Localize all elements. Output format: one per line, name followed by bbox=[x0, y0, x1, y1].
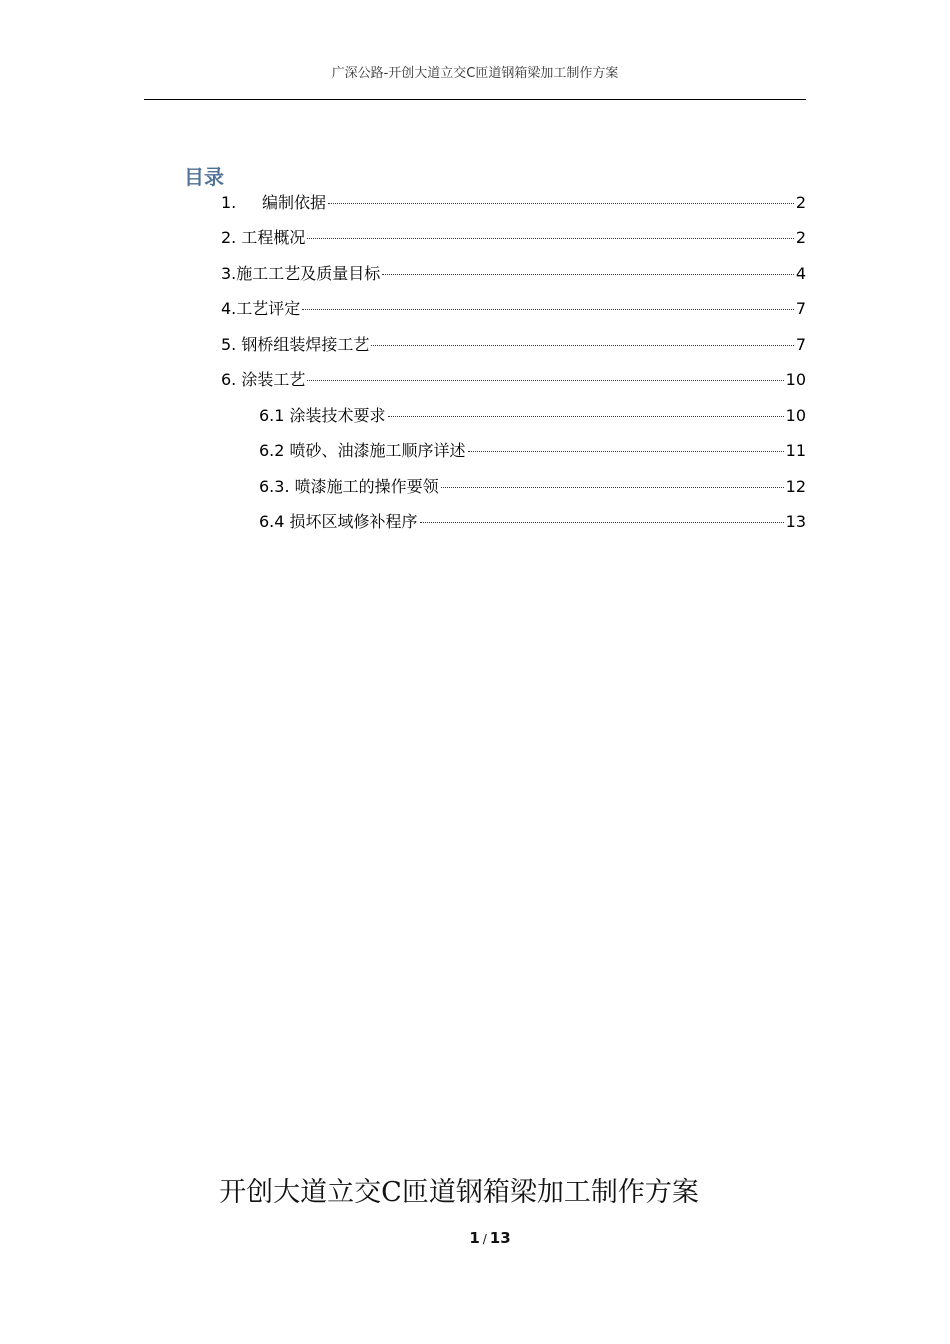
toc-dot-leader bbox=[382, 274, 794, 275]
toc-entry-page: 12 bbox=[785, 477, 806, 496]
page-separator: / bbox=[482, 1232, 487, 1246]
toc-entry-title: 6.1 涂装技术要求 bbox=[259, 406, 386, 425]
toc-dot-leader bbox=[307, 380, 783, 381]
toc-entry-page: 4 bbox=[795, 264, 806, 283]
current-page: 1 bbox=[469, 1229, 480, 1247]
toc-entry-5[interactable] bbox=[221, 332, 806, 358]
toc-heading: 目录 bbox=[184, 165, 224, 189]
toc-entry-title: 6.3. 喷漆施工的操作要领 bbox=[259, 477, 439, 496]
toc-entry-title: 4.工艺评定 bbox=[221, 299, 301, 318]
toc-entry-page: 10 bbox=[785, 406, 806, 425]
toc-entry-6[interactable] bbox=[221, 367, 806, 393]
running-header: 广深公路-开创大道立交C匝道钢箱梁加工制作方案 bbox=[331, 66, 619, 81]
toc-entry-page: 11 bbox=[785, 441, 806, 460]
toc-entry-4[interactable] bbox=[221, 296, 806, 322]
toc-entry-page: 2 bbox=[795, 193, 806, 212]
toc-dot-leader bbox=[371, 345, 793, 346]
toc-dot-leader bbox=[307, 238, 793, 239]
toc-entry-title: 6.4 损坏区域修补程序 bbox=[259, 512, 418, 531]
toc-entry-6-4[interactable] bbox=[259, 509, 806, 535]
toc-entry-title: 6.2 喷砂、油漆施工顺序详述 bbox=[259, 441, 466, 460]
toc-entry-6-3[interactable] bbox=[259, 474, 806, 500]
toc-entry-page: 7 bbox=[795, 335, 806, 354]
toc-entry-page: 13 bbox=[785, 512, 806, 531]
total-pages: 13 bbox=[489, 1229, 511, 1247]
toc-dot-leader bbox=[468, 451, 784, 452]
toc-entry-title: 3.施工工艺及质量目标 bbox=[221, 264, 381, 283]
toc-dot-leader bbox=[388, 416, 784, 417]
toc-entry-1[interactable] bbox=[221, 190, 806, 216]
toc-entry-title: 编制依据 bbox=[262, 193, 327, 212]
toc-entry-page: 10 bbox=[785, 370, 806, 389]
document-title: 开创大道立交C匝道钢箱梁加工制作方案 bbox=[219, 1177, 699, 1208]
toc-entry-6-1[interactable] bbox=[259, 403, 806, 429]
toc-dot-leader bbox=[302, 309, 794, 310]
toc-entry-page: 2 bbox=[795, 228, 806, 247]
toc-entry-title: 5. 钢桥组装焊接工艺 bbox=[221, 335, 370, 354]
toc-entry-title: 2. 工程概况 bbox=[221, 228, 306, 247]
toc-dot-leader bbox=[328, 203, 794, 204]
toc-entry-number: 1. bbox=[221, 193, 237, 212]
toc-entry-2[interactable] bbox=[221, 225, 806, 251]
toc-dot-leader bbox=[441, 487, 784, 488]
toc-entry-3[interactable] bbox=[221, 261, 806, 287]
header-rule bbox=[144, 99, 806, 100]
toc-dot-leader bbox=[420, 522, 784, 523]
page-number bbox=[0, 1229, 950, 1247]
toc-entry-6-2[interactable] bbox=[259, 438, 806, 464]
toc-entry-page: 7 bbox=[795, 299, 806, 318]
toc-entry-title: 6. 涂装工艺 bbox=[221, 370, 306, 389]
